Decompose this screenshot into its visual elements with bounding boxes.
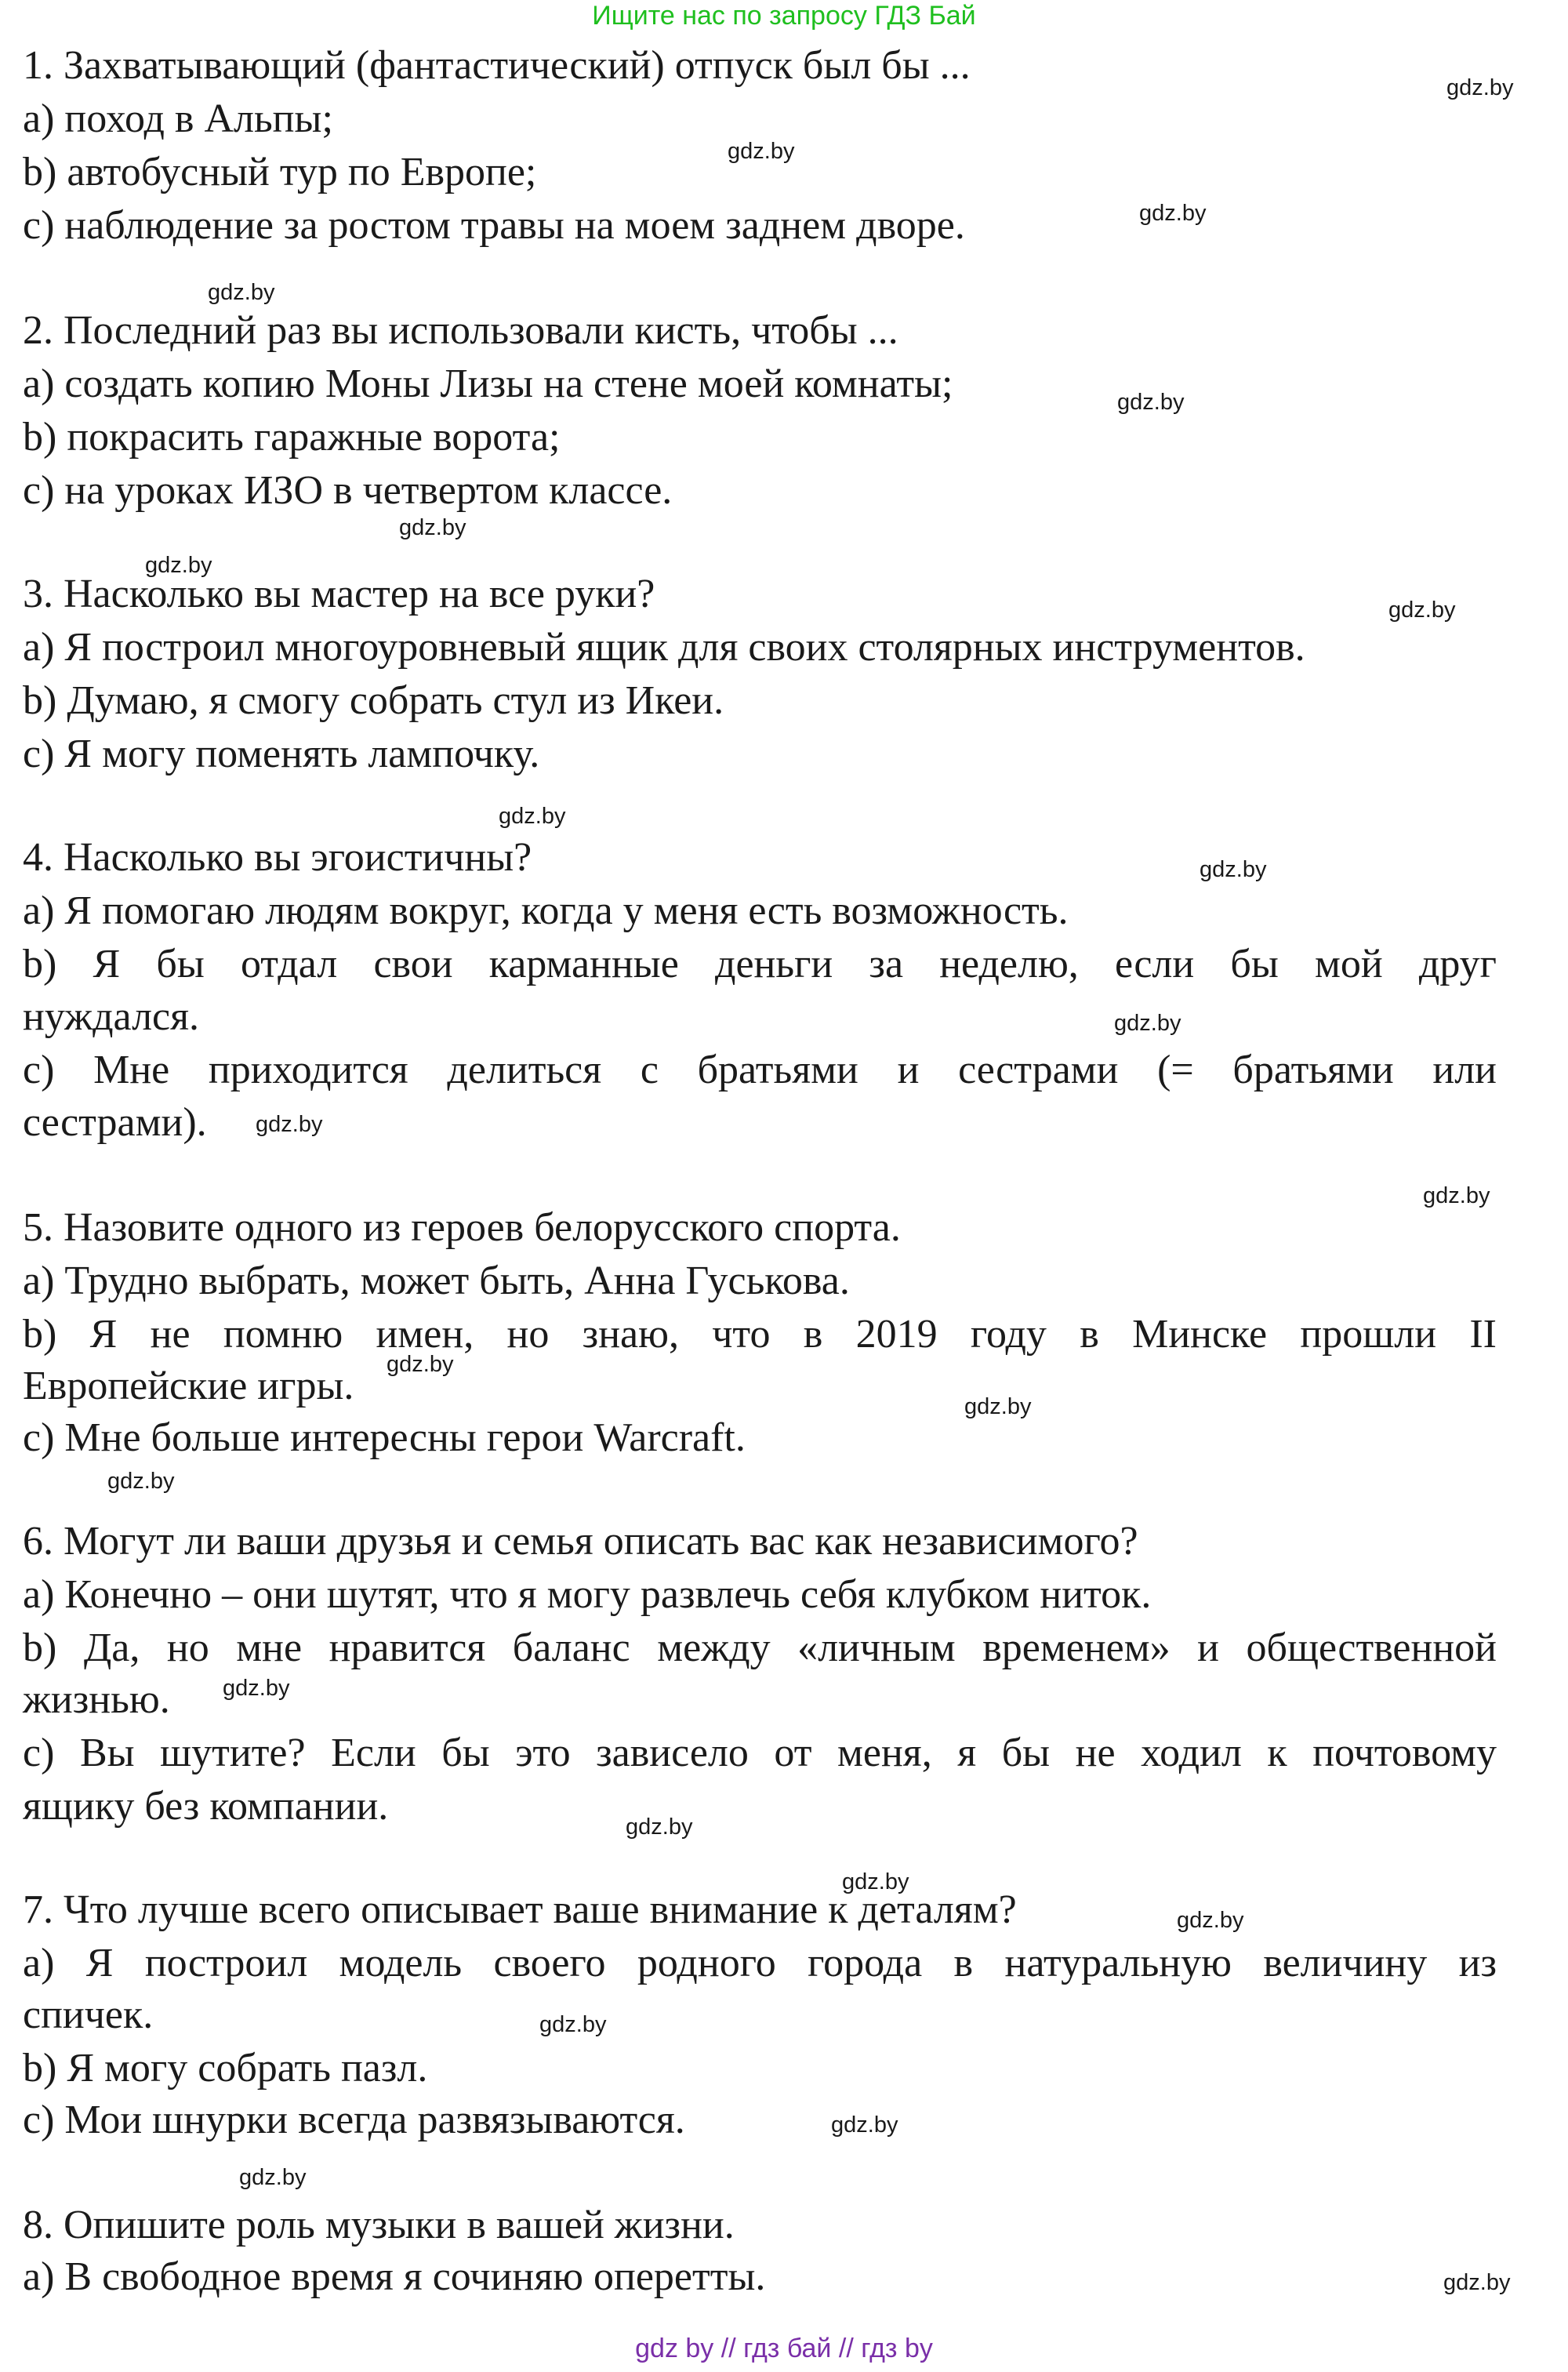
question-1-option-b: b) автобусный тур по Европе;: [23, 150, 537, 194]
watermark: gdz.by: [1446, 75, 1514, 100]
question-2: 2. Последний раз вы использовали кисть, чтобы ...: [23, 308, 898, 353]
question-4-option-c-cont: сестрами).: [23, 1100, 207, 1145]
question-7-option-a: a) Я построил модель своего родного города в натуральную величину из: [23, 1941, 1497, 1985]
watermark: gdz.by: [1423, 1183, 1490, 1208]
watermark: gdz.by: [499, 804, 566, 829]
question-6: 6. Могут ли ваши друзья и семья описать вас как независимого?: [23, 1519, 1138, 1564]
watermark: gdz.by: [626, 1814, 693, 1840]
question-4-option-c: c) Мне приходится делиться с братьями и сестрами (= братьями или: [23, 1048, 1497, 1092]
question-5-option-a: a) Трудно выбрать, может быть, Анна Гуськова.: [23, 1259, 850, 1303]
watermark: gdz.by: [107, 1469, 175, 1494]
question-6-option-c-cont: ящику без компании.: [23, 1784, 389, 1829]
question-8: 8. Опишите роль музыки в вашей жизни.: [23, 2203, 735, 2247]
question-4-option-a: a) Я помогаю людям вокруг, когда у меня есть возможность.: [23, 888, 1069, 933]
watermark: gdz.by: [208, 280, 275, 305]
question-4-option-b-cont: нуждался.: [23, 994, 200, 1039]
watermark: gdz.by: [1117, 390, 1185, 415]
watermark: gdz.by: [223, 1676, 290, 1701]
question-6-option-b: b) Да, но мне нравится баланс между «личным временем» и общественной: [23, 1626, 1497, 1670]
watermark: gdz.by: [256, 1112, 323, 1137]
question-7-option-b: b) Я могу собрать пазл.: [23, 2046, 428, 2090]
question-1-option-c: c) наблюдение за ростом травы на моем заднем дворе.: [23, 203, 965, 248]
watermark: gdz.by: [1114, 1011, 1181, 1036]
question-6-option-c: c) Вы шутите? Если бы это зависело от меня, я бы не ходил к почтовому: [23, 1731, 1497, 1775]
question-2-option-c: c) на уроках ИЗО в четвертом классе.: [23, 468, 673, 513]
watermark: gdz.by: [145, 553, 212, 578]
question-6-option-a: a) Конечно – они шутят, что я могу развлечь себя клубком ниток.: [23, 1572, 1152, 1617]
watermark: gdz.by: [831, 2112, 898, 2138]
question-2-option-a: a) создать копию Моны Лизы на стене моей комнаты;: [23, 361, 953, 406]
question-3-option-b: b) Думаю, я смогу собрать стул из Икеи.: [23, 678, 724, 723]
question-5: 5. Назовите одного из героев белорусского спорта.: [23, 1205, 901, 1250]
question-4: 4. Насколько вы эгоистичны?: [23, 835, 532, 880]
question-5-option-b-cont: Европейские игры.: [23, 1364, 354, 1408]
question-4-option-b: b) Я бы отдал свои карманные деньги за неделю, если бы мой друг: [23, 942, 1497, 986]
watermark: gdz.by: [1177, 1908, 1244, 1933]
question-5-option-c: c) Мне больше интересны герои Warcraft.: [23, 1415, 746, 1460]
watermark: gdz.by: [239, 2165, 307, 2190]
watermark: gdz.by: [387, 1352, 454, 1377]
question-7-option-a-cont: спичек.: [23, 1992, 154, 2037]
question-1-option-a: a) поход в Альпы;: [23, 96, 333, 141]
watermark: gdz.by: [1139, 201, 1207, 226]
question-3-option-c: c) Я могу поменять лампочку.: [23, 732, 540, 776]
watermark: gdz.by: [1200, 857, 1267, 882]
question-5-option-b: b) Я не помню имен, но знаю, что в 2019 году в Минске прошли II: [23, 1312, 1497, 1357]
question-8-option-a: a) В свободное время я сочиняю оперетты.: [23, 2254, 766, 2299]
question-7-option-c: c) Мои шнурки всегда развязываются.: [23, 2098, 685, 2142]
question-3-option-a: a) Я построил многоуровневый ящик для своих столярных инструментов.: [23, 625, 1305, 670]
question-2-option-b: b) покрасить гаражные ворота;: [23, 415, 561, 460]
question-6-option-b-cont: жизнью.: [23, 1677, 170, 1722]
watermark: gdz.by: [1388, 598, 1456, 623]
watermark: gdz.by: [539, 2012, 607, 2037]
watermark: gdz.by: [1443, 2270, 1511, 2295]
question-3: 3. Насколько вы мастер на все руки?: [23, 572, 655, 616]
question-7: 7. Что лучше всего описывает ваше внимание к деталям?: [23, 1887, 1017, 1932]
search-hint-banner: Ищите нас по запросу ГДЗ Бай: [592, 1, 976, 31]
watermark: gdz.by: [399, 515, 466, 540]
question-1: 1. Захватывающий (фантастический) отпуск был бы ...: [23, 43, 971, 88]
watermark: gdz.by: [728, 139, 795, 164]
footer-links: gdz by // гдз бай // гдз by: [635, 2334, 933, 2363]
watermark: gdz.by: [842, 1869, 909, 1894]
watermark: gdz.by: [964, 1394, 1032, 1419]
